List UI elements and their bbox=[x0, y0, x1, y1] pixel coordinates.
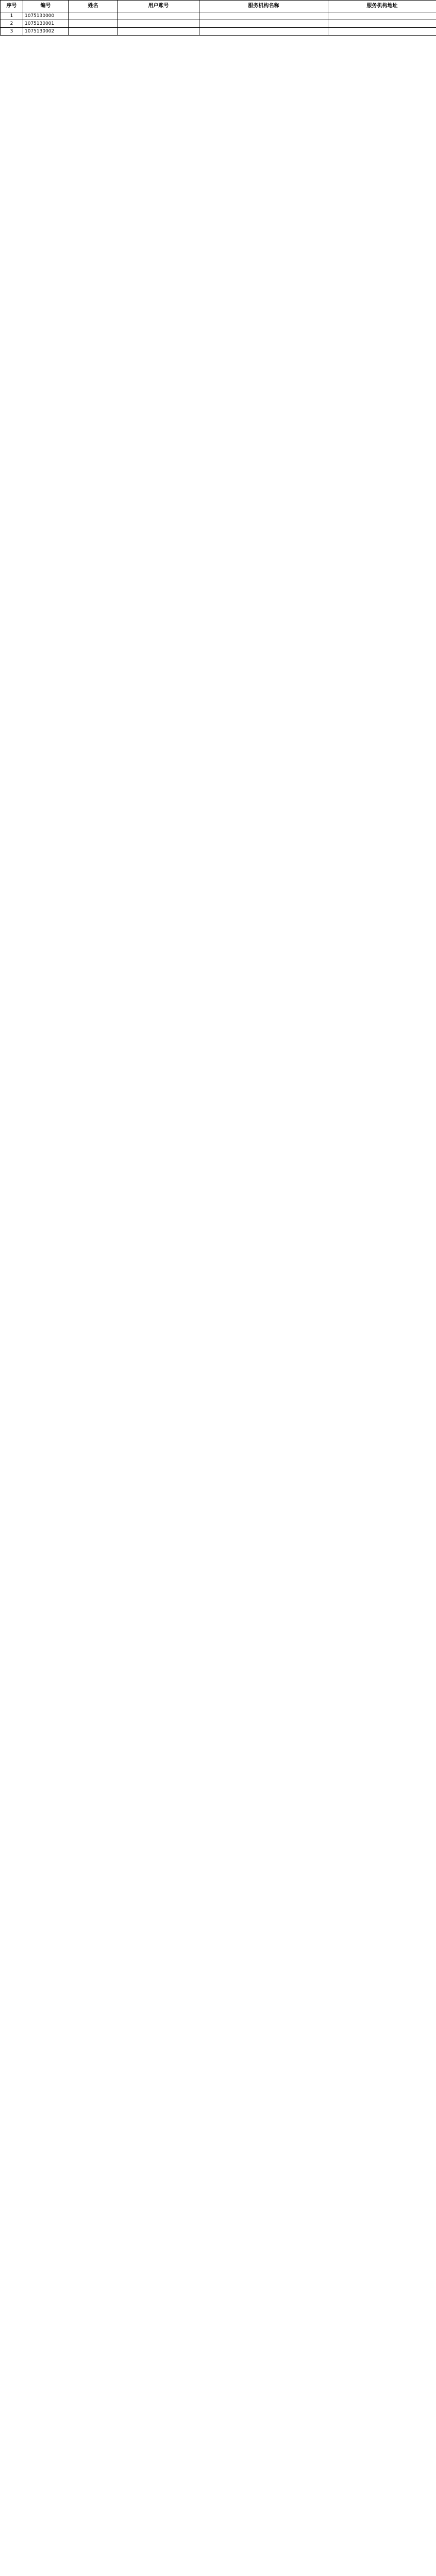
table-row bbox=[1, 28, 436, 36]
row-id: 1075130001 bbox=[23, 20, 69, 28]
row-account bbox=[118, 28, 199, 36]
row-location bbox=[328, 28, 436, 36]
row-name bbox=[69, 20, 118, 28]
table-row bbox=[1, 20, 436, 28]
table-body bbox=[1, 12, 436, 36]
row-id: 1075130002 bbox=[23, 28, 69, 36]
row-no: 1 bbox=[1, 12, 23, 20]
header-id: 编号 bbox=[23, 1, 69, 12]
row-no: 3 bbox=[1, 28, 23, 36]
records-table bbox=[0, 0, 436, 36]
header-platform: 服务机构名称 bbox=[199, 1, 328, 12]
row-platform bbox=[199, 12, 328, 20]
row-name bbox=[69, 28, 118, 36]
header-account: 用户账号 bbox=[118, 1, 199, 12]
row-name bbox=[69, 12, 118, 20]
row-id: 1075130000 bbox=[23, 12, 69, 20]
table-row bbox=[1, 12, 436, 20]
row-account bbox=[118, 20, 199, 28]
data-sheet bbox=[0, 0, 436, 36]
header-location: 服务机构地址 bbox=[328, 1, 436, 12]
header-no: 序号 bbox=[1, 1, 23, 12]
row-location bbox=[328, 20, 436, 28]
row-account bbox=[118, 12, 199, 20]
row-location bbox=[328, 12, 436, 20]
header-name: 姓名 bbox=[69, 1, 118, 12]
header-row bbox=[1, 1, 436, 12]
row-no: 2 bbox=[1, 20, 23, 28]
row-platform bbox=[199, 28, 328, 36]
row-platform bbox=[199, 20, 328, 28]
